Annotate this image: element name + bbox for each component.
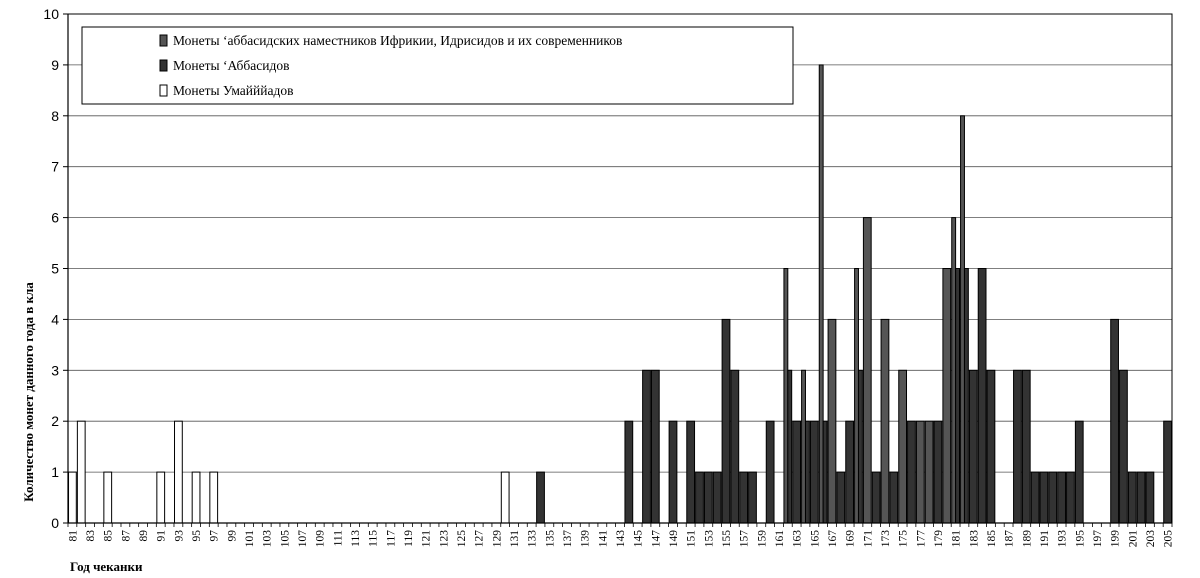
bar [952, 218, 956, 523]
bar [722, 319, 730, 523]
bar [837, 472, 845, 523]
y-tick-label: 2 [51, 413, 59, 430]
x-tick-labels [67, 530, 1174, 548]
x-tick-label: 161 [773, 530, 786, 548]
x-tick-label: 117 [385, 530, 398, 547]
bar [793, 421, 801, 523]
bar [713, 472, 721, 523]
x-tick-label: 101 [244, 530, 257, 548]
bar [1075, 421, 1083, 523]
bar [964, 269, 968, 524]
bar [210, 472, 218, 523]
x-tick-label: 179 [932, 530, 945, 548]
bar [651, 370, 659, 523]
x-tick-label: 165 [809, 530, 822, 548]
bar [1022, 370, 1030, 523]
x-tick-label: 87 [120, 530, 133, 542]
x-tick-label: 119 [403, 530, 416, 547]
bar [1128, 472, 1136, 523]
bar [828, 319, 836, 523]
y-tick-label: 4 [51, 311, 59, 328]
x-tick-label: 205 [1162, 530, 1175, 548]
bar [805, 421, 809, 523]
bar [625, 421, 633, 523]
bar [192, 472, 200, 523]
legend-label: Монеты ‘аббасидских наместников Ифрикии, Идрисидов и их современников [173, 33, 623, 48]
y-tick-label: 6 [51, 209, 59, 226]
x-tick-label: 137 [562, 530, 575, 548]
x-tick-label: 189 [1021, 530, 1034, 548]
y-tick-label: 1 [51, 464, 59, 481]
x-tick-label: 175 [897, 530, 910, 548]
bar [731, 370, 739, 523]
x-tick-label: 163 [791, 530, 804, 548]
x-tick-label: 147 [650, 530, 663, 548]
bar [687, 421, 695, 523]
bar [1040, 472, 1048, 523]
x-tick-label: 187 [1003, 529, 1016, 548]
x-tick-label: 97 [208, 530, 221, 542]
bar [956, 269, 960, 524]
x-tick-label: 135 [544, 530, 557, 548]
x-tick-label: 169 [844, 530, 857, 548]
bar [766, 421, 774, 523]
bar [788, 370, 792, 523]
bars [69, 65, 1172, 523]
bar [1014, 370, 1022, 523]
bar [810, 421, 818, 523]
x-tick-label: 145 [632, 530, 645, 548]
bar [69, 472, 77, 523]
bar [961, 116, 965, 523]
y-tick-label: 5 [51, 260, 59, 277]
x-tick-label: 151 [685, 530, 698, 548]
bar [934, 421, 942, 523]
bar [823, 421, 827, 523]
x-tick-label: 113 [350, 530, 363, 547]
x-tick-label: 95 [191, 530, 204, 542]
x-tick-label: 125 [456, 530, 469, 548]
bar [784, 269, 788, 524]
legend [82, 27, 793, 104]
x-tick-label: 167 [826, 530, 839, 548]
x-tick-label: 203 [1144, 530, 1157, 548]
bar [943, 269, 951, 524]
bar [1120, 370, 1128, 523]
y-tick-label: 7 [51, 158, 59, 175]
bar [501, 472, 509, 523]
x-tick-label: 115 [367, 530, 380, 547]
x-tick-label: 85 [102, 530, 115, 542]
bar [669, 421, 677, 523]
bar [104, 472, 112, 523]
bar [77, 421, 85, 523]
x-tick-label: 177 [915, 530, 928, 548]
x-tick-label: 93 [173, 530, 186, 542]
x-tick-label: 109 [314, 530, 327, 548]
x-tick-label: 149 [667, 530, 680, 548]
x-tick-label: 195 [1074, 530, 1087, 548]
x-tick-label: 191 [1038, 530, 1051, 548]
bar [978, 269, 986, 524]
y-tick-label: 3 [51, 362, 59, 379]
x-tick-label: 153 [703, 530, 716, 548]
x-tick-label: 201 [1127, 530, 1140, 548]
x-tick-label: 139 [579, 530, 592, 548]
bar [696, 472, 704, 523]
x-tick-label: 197 [1091, 530, 1104, 548]
x-tick-label: 83 [85, 530, 98, 542]
bar [881, 319, 889, 523]
bar [858, 370, 862, 523]
bar [890, 472, 898, 523]
y-tick-label: 8 [51, 107, 59, 124]
x-tick-label: 199 [1109, 530, 1122, 548]
x-tick-label: 81 [67, 530, 80, 542]
bar [1146, 472, 1154, 523]
y-axis-title: Количество монет данного года в кла [21, 282, 36, 502]
x-tick-label: 173 [879, 530, 892, 548]
bar [704, 472, 712, 523]
bar [916, 421, 924, 523]
bar [846, 421, 854, 523]
x-tick-label: 133 [526, 530, 539, 548]
bar [1111, 319, 1119, 523]
x-tick-label: 127 [473, 530, 486, 548]
bar [863, 218, 871, 523]
bar [1058, 472, 1066, 523]
x-tick-label: 171 [862, 530, 875, 548]
x-tick-label: 111 [332, 530, 345, 547]
legend-label: Монеты ‘Аббасидов [173, 58, 290, 73]
bar [749, 472, 757, 523]
bar [643, 370, 651, 523]
bar [802, 370, 806, 523]
y-tick-label: 0 [51, 515, 59, 531]
legend-label: Монеты Умайййадов [173, 83, 294, 98]
x-tick-label: 91 [155, 530, 168, 542]
x-tick-label: 143 [615, 530, 627, 548]
bar [987, 370, 995, 523]
x-tick-label: 103 [261, 530, 274, 548]
x-tick-label: 181 [950, 530, 963, 548]
x-tick-label: 155 [720, 530, 733, 548]
x-axis-title: Год чеканки [70, 559, 143, 574]
x-tick-label: 193 [1056, 530, 1069, 548]
legend-swatch [160, 60, 167, 71]
x-tick-label: 141 [597, 530, 610, 548]
bar [1067, 472, 1075, 523]
legend-swatch [160, 85, 167, 96]
legend-swatch [160, 35, 167, 46]
bar [740, 472, 748, 523]
bar [1049, 472, 1057, 523]
x-tick-label: 123 [438, 530, 451, 548]
x-tick-label: 131 [509, 530, 522, 548]
x-tick-label: 121 [420, 530, 433, 548]
bar [969, 370, 977, 523]
y-tick-label: 9 [51, 56, 59, 73]
x-tick-label: 105 [279, 530, 292, 548]
x-tick-label: 107 [297, 530, 310, 548]
bar [537, 472, 545, 523]
bar [899, 370, 907, 523]
bar [1137, 472, 1145, 523]
x-tick-label: 129 [491, 530, 504, 548]
x-tick-label: 183 [968, 530, 981, 548]
bar [157, 472, 165, 523]
bar [855, 269, 859, 524]
bar [819, 65, 823, 523]
bar [175, 421, 183, 523]
bar [872, 472, 880, 523]
x-tick-label: 159 [756, 530, 769, 548]
bar [1031, 472, 1039, 523]
x-tick-label: 157 [738, 530, 751, 548]
x-tick-label: 89 [138, 530, 151, 542]
bar [908, 421, 916, 523]
x-tick-label: 99 [226, 530, 239, 542]
y-tick-labels [43, 6, 59, 531]
bar [1164, 421, 1172, 523]
x-tick-label: 185 [985, 530, 998, 548]
y-tick-label: 10 [43, 6, 59, 22]
bar [925, 421, 933, 523]
